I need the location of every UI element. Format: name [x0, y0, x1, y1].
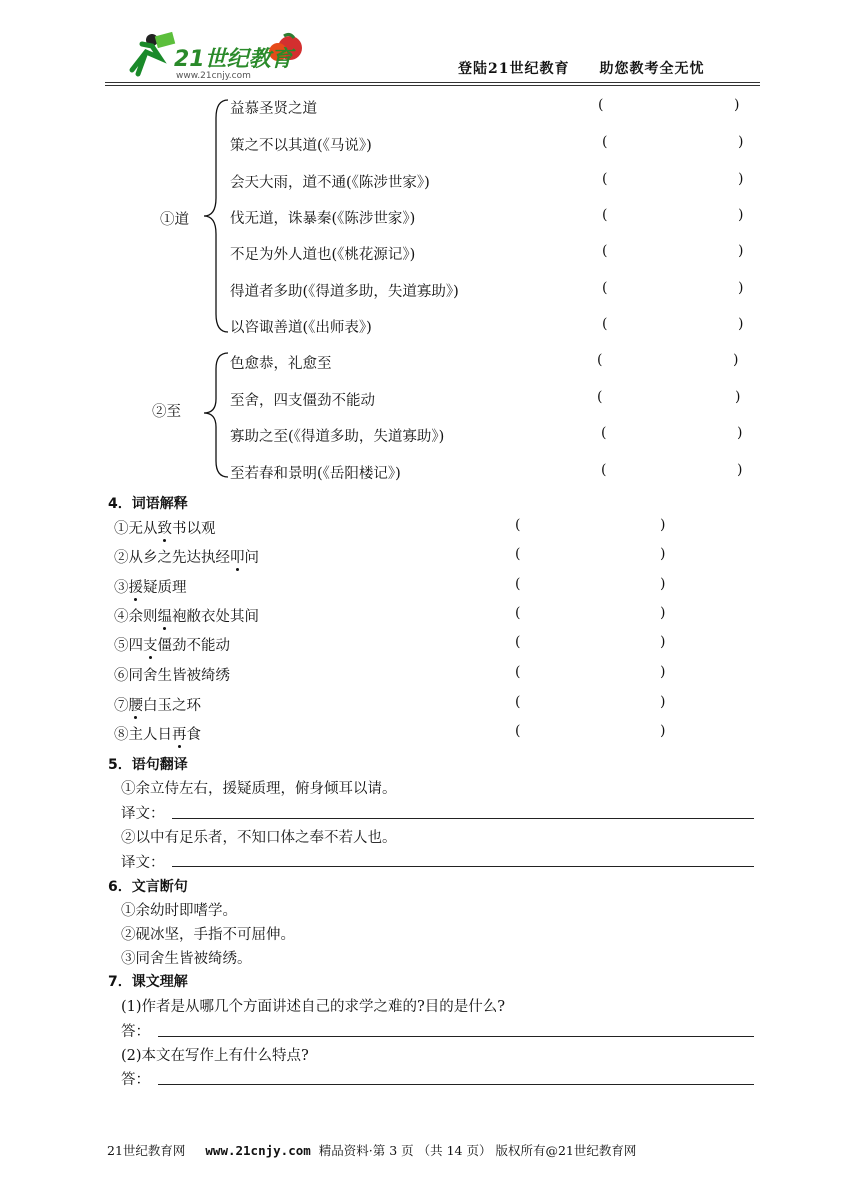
- section6-item: ①余幼时即嗜学。: [121, 903, 237, 919]
- term-item: [114, 694, 201, 715]
- logo-runner-icon: [112, 30, 312, 82]
- section7-question-2: (2)本文在写作上有什么特点?: [121, 1048, 309, 1064]
- answer-paren-close: ): [660, 634, 666, 650]
- footer-info: 精品资料·第 3 页 （共 14 页） 版权所有@21世纪教育网: [318, 1143, 637, 1158]
- section5-question-1: ①余立侍左右，援疑质理，俯身倾耳以请。: [121, 781, 397, 797]
- section5-title: 5．语句翻译: [108, 757, 188, 773]
- zhi-item: 色愈恭，礼愈至: [230, 356, 332, 372]
- answer-paren-open[interactable]: (: [597, 352, 603, 368]
- dao-item: 以咨诹善道(《出师表》): [230, 320, 372, 336]
- term-text-pre: ⑧主人日: [114, 727, 172, 743]
- answer-paren-open[interactable]: (: [602, 134, 608, 150]
- term-text-post: 僵劲不能动: [157, 638, 230, 654]
- answer-paren-close: ): [738, 171, 744, 187]
- answer-paren-open[interactable]: (: [515, 634, 521, 650]
- term-text-pre: ④余则: [114, 609, 158, 625]
- term-text-post: 问: [244, 550, 259, 566]
- term-text-post: 书以观: [172, 521, 216, 537]
- answer-paren-close: ): [660, 694, 666, 710]
- section5-question-2: ②以中有足乐者，不知口体之奉不若人也。: [121, 830, 397, 846]
- term-text-pre: ③: [114, 580, 129, 596]
- answer-line[interactable]: [172, 866, 754, 867]
- answer-paren-close: ): [734, 97, 740, 113]
- group-dao-label: ①道: [160, 212, 189, 228]
- header-divider-thin: [105, 85, 760, 86]
- section4-title: 4．词语解释: [108, 496, 188, 512]
- answer-paren-close: ): [738, 280, 744, 296]
- answer-paren-open[interactable]: (: [597, 389, 603, 405]
- section7-question-1: (1)作者是从哪几个方面讲述自己的求学之难的?目的是什么?: [121, 999, 506, 1015]
- answer-line[interactable]: [158, 1084, 754, 1085]
- dao-item: 得道者多助(《得道多助，失道寡助》): [230, 284, 459, 300]
- answer-paren-open[interactable]: (: [515, 576, 521, 592]
- answer-paren-open[interactable]: (: [515, 694, 521, 710]
- answer-paren-open[interactable]: (: [601, 425, 607, 441]
- term-item: [114, 576, 187, 597]
- answer-label: 译文：: [121, 855, 165, 871]
- answer-paren-open[interactable]: (: [601, 462, 607, 478]
- term-highlight-char: 腰: [128, 698, 143, 714]
- zhi-item: 至舍，四支僵劲不能动: [230, 393, 375, 409]
- term-text-post: 白玉之环: [143, 698, 201, 714]
- answer-paren-close: ): [738, 316, 744, 332]
- term-item: [114, 664, 230, 685]
- site-logo: [112, 30, 312, 82]
- answer-paren-open[interactable]: (: [602, 280, 608, 296]
- answer-paren-open[interactable]: (: [515, 605, 521, 621]
- group-zhi-label: ②至: [152, 404, 181, 420]
- answer-paren-close: ): [660, 605, 666, 621]
- answer-paren-close: ): [660, 664, 666, 680]
- term-highlight-char: 致: [157, 521, 172, 537]
- footer-site-name: 21世纪教育网: [107, 1143, 186, 1158]
- answer-paren-open[interactable]: (: [515, 546, 521, 562]
- answer-label: 答：: [121, 1024, 150, 1040]
- answer-paren-close: ): [737, 425, 743, 441]
- slogan-left: 登陆21世纪教育: [458, 61, 570, 77]
- dao-item: 策之不以其道(《马说》): [230, 138, 372, 154]
- answer-paren-open[interactable]: (: [602, 171, 608, 187]
- term-text-post: 食: [186, 727, 201, 743]
- term-text-post: 袍敝衣处其间: [172, 609, 259, 625]
- answer-paren-close: ): [738, 134, 744, 150]
- svg-text:21世纪教育: 21世纪教育: [174, 47, 293, 72]
- dao-item: 益慕圣贤之道: [230, 101, 317, 117]
- term-item: [114, 517, 216, 538]
- term-item: [114, 546, 259, 567]
- page-footer: [107, 1141, 636, 1159]
- answer-paren-close: ): [660, 576, 666, 592]
- dao-item: 会天大雨，道不通(《陈涉世家》): [230, 175, 430, 191]
- answer-paren-close: ): [733, 352, 739, 368]
- answer-paren-open[interactable]: (: [598, 97, 604, 113]
- term-highlight-char: 缊: [157, 609, 172, 625]
- term-item: [114, 634, 230, 655]
- header-divider: [105, 82, 760, 83]
- answer-paren-close: ): [660, 723, 666, 739]
- answer-label: 答：: [121, 1072, 150, 1088]
- dao-item: 伐无道，诛暴秦(《陈涉世家》): [230, 211, 416, 227]
- term-text-post: 疑质理: [143, 580, 187, 596]
- answer-label: 译文：: [121, 806, 165, 822]
- answer-paren-close: ): [738, 207, 744, 223]
- answer-paren-close: ): [660, 546, 666, 562]
- dao-item: 不足为外人道也(《桃花源记》): [230, 247, 416, 263]
- term-item: [114, 605, 259, 626]
- term-text-pre: ②从乡之先达执经: [114, 550, 230, 566]
- answer-paren-open[interactable]: (: [515, 664, 521, 680]
- zhi-item: 寡助之至(《得道多助，失道寡助》): [230, 429, 445, 445]
- section7-title: 7．课文理解: [108, 974, 188, 990]
- term-item: [114, 723, 201, 744]
- answer-paren-open[interactable]: (: [515, 517, 521, 533]
- answer-paren-close: ): [737, 462, 743, 478]
- term-highlight-char: 叩: [230, 550, 245, 566]
- answer-paren-close: ): [735, 389, 741, 405]
- section6-title: 6．文言断句: [108, 879, 188, 895]
- answer-line[interactable]: [158, 1036, 754, 1037]
- answer-line[interactable]: [172, 818, 754, 819]
- brace-zhi-icon: [200, 351, 230, 479]
- answer-paren-close: ): [738, 243, 744, 259]
- term-text-pre: ⑥同舍生皆被绮绣: [114, 668, 230, 684]
- slogan-right: 助您教考全无忧: [599, 61, 705, 77]
- section6-item: ②砚冰坚，手指不可屈伸。: [121, 927, 295, 943]
- term-text-pre: ⑦: [114, 698, 129, 714]
- brace-dao-icon: [200, 98, 230, 334]
- answer-paren-open[interactable]: (: [602, 243, 608, 259]
- svg-text:www.21cnjy.com: www.21cnjy.com: [176, 71, 251, 81]
- header-slogan: [458, 58, 704, 78]
- term-text-pre: ⑤四: [114, 638, 143, 654]
- answer-paren-open[interactable]: (: [602, 316, 608, 332]
- term-highlight-char: 再: [172, 727, 187, 743]
- term-highlight-char: 援: [128, 580, 143, 596]
- answer-paren-open[interactable]: (: [602, 207, 608, 223]
- answer-paren-open[interactable]: (: [515, 723, 521, 739]
- answer-paren-close: ): [660, 517, 666, 533]
- term-highlight-char: 支: [143, 638, 158, 654]
- footer-url[interactable]: www.21cnjy.com: [205, 1143, 311, 1158]
- term-text-pre: ①无从: [114, 521, 158, 537]
- section6-item: ③同舍生皆被绮绣。: [121, 951, 252, 967]
- zhi-item: 至若春和景明(《岳阳楼记》): [230, 466, 401, 482]
